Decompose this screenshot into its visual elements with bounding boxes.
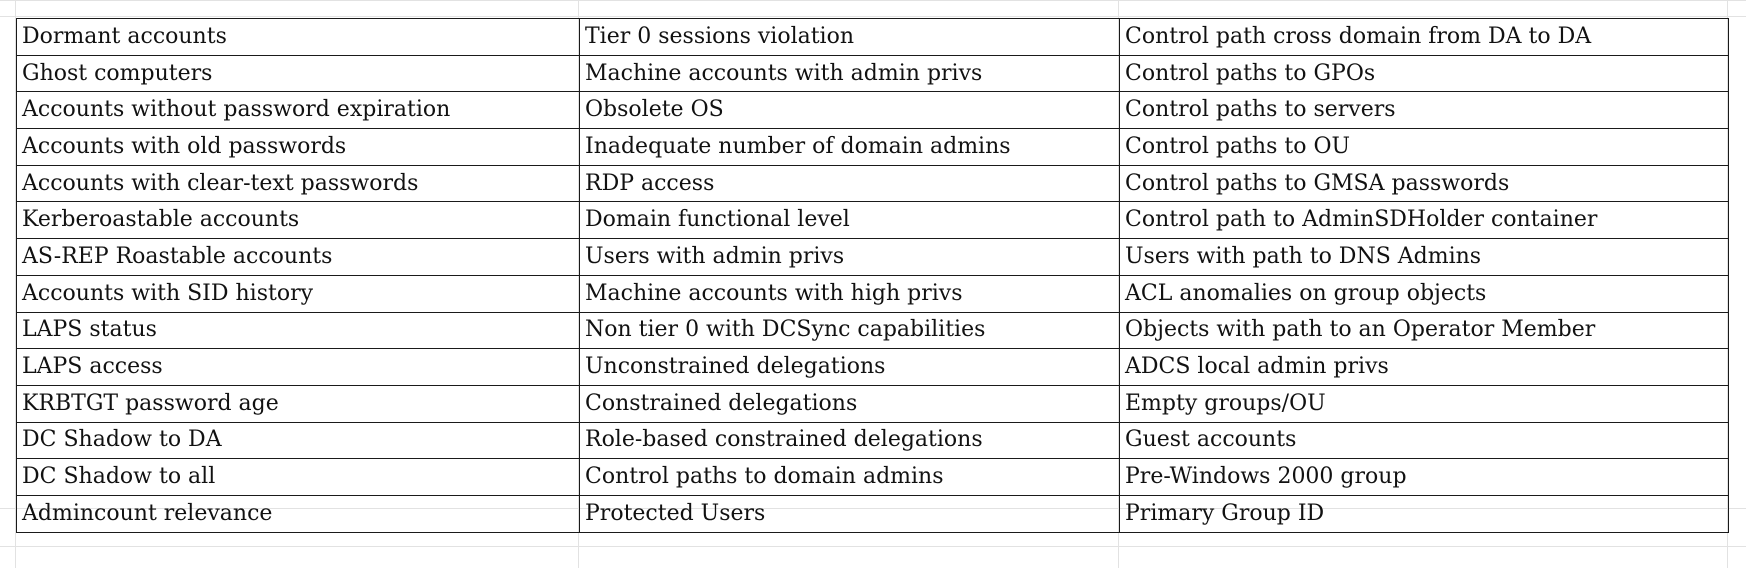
table-cell[interactable]: Machine accounts with admin privs — [580, 55, 1120, 92]
table-cell[interactable]: Users with path to DNS Admins — [1120, 239, 1729, 276]
table-cell[interactable]: Primary Group ID — [1120, 495, 1729, 532]
table-cell[interactable]: Protected Users — [580, 495, 1120, 532]
table-cell[interactable]: Guest accounts — [1120, 422, 1729, 459]
table-cell[interactable]: DC Shadow to DA — [17, 422, 580, 459]
table-cell[interactable]: ACL anomalies on group objects — [1120, 275, 1729, 312]
table-row — [17, 239, 1729, 276]
table-cell[interactable]: Admincount relevance — [17, 495, 580, 532]
gridline — [0, 16, 1746, 17]
table-cell[interactable]: RDP access — [580, 165, 1120, 202]
table-cell[interactable]: KRBTGT password age — [17, 385, 580, 422]
table-cell[interactable]: Obsolete OS — [580, 92, 1120, 129]
table-cell[interactable]: Empty groups/OU — [1120, 385, 1729, 422]
table-cell[interactable]: DC Shadow to all — [17, 459, 580, 496]
gridline — [0, 0, 1746, 1]
table-cell[interactable]: Kerberoastable accounts — [17, 202, 580, 239]
table-row — [17, 202, 1729, 239]
table-row — [17, 92, 1729, 129]
table-cell[interactable]: Control path cross domain from DA to DA — [1120, 19, 1729, 56]
table-row — [17, 55, 1729, 92]
table-row — [17, 129, 1729, 166]
table-row — [17, 19, 1729, 56]
table-row — [17, 275, 1729, 312]
table-cell[interactable]: Users with admin privs — [580, 239, 1120, 276]
table-row — [17, 349, 1729, 386]
table-cell[interactable]: Tier 0 sessions violation — [580, 19, 1120, 56]
table-cell[interactable]: LAPS access — [17, 349, 580, 386]
table-cell[interactable]: LAPS status — [17, 312, 580, 349]
table-cell[interactable]: Ghost computers — [17, 55, 580, 92]
table-cell[interactable]: Constrained delegations — [580, 385, 1120, 422]
table-cell[interactable]: Control paths to domain admins — [580, 459, 1120, 496]
table-cell[interactable]: Dormant accounts — [17, 19, 580, 56]
table-cell[interactable]: Domain functional level — [580, 202, 1120, 239]
table-cell[interactable]: Control paths to GMSA passwords — [1120, 165, 1729, 202]
table-cell[interactable]: Objects with path to an Operator Member — [1120, 312, 1729, 349]
table-row — [17, 385, 1729, 422]
table-cell[interactable]: Control paths to GPOs — [1120, 55, 1729, 92]
table-cell[interactable]: Non tier 0 with DCSync capabilities — [580, 312, 1120, 349]
table-cell[interactable]: Machine accounts with high privs — [580, 275, 1120, 312]
table-cell[interactable]: Control paths to OU — [1120, 129, 1729, 166]
table-cell[interactable]: Control path to AdminSDHolder container — [1120, 202, 1729, 239]
table-row — [17, 165, 1729, 202]
table-cell[interactable]: AS-REP Roastable accounts — [17, 239, 580, 276]
table-cell[interactable]: Role-based constrained delegations — [580, 422, 1120, 459]
table-cell[interactable]: Inadequate number of domain admins — [580, 129, 1120, 166]
table-row — [17, 312, 1729, 349]
table-cell[interactable]: Accounts with old passwords — [17, 129, 580, 166]
table-cell[interactable]: Pre-Windows 2000 group — [1120, 459, 1729, 496]
table-cell[interactable]: Accounts with clear-text passwords — [17, 165, 580, 202]
table-row — [17, 495, 1729, 532]
table-cell[interactable]: Accounts with SID history — [17, 275, 580, 312]
table-row — [17, 422, 1729, 459]
table-row — [17, 459, 1729, 496]
gridline — [0, 546, 1746, 547]
table-cell[interactable]: Unconstrained delegations — [580, 349, 1120, 386]
table-cell[interactable]: Control paths to servers — [1120, 92, 1729, 129]
table-cell[interactable]: ADCS local admin privs — [1120, 349, 1729, 386]
checklist-table — [16, 18, 1729, 533]
table-cell[interactable]: Accounts without password expiration — [17, 92, 580, 129]
